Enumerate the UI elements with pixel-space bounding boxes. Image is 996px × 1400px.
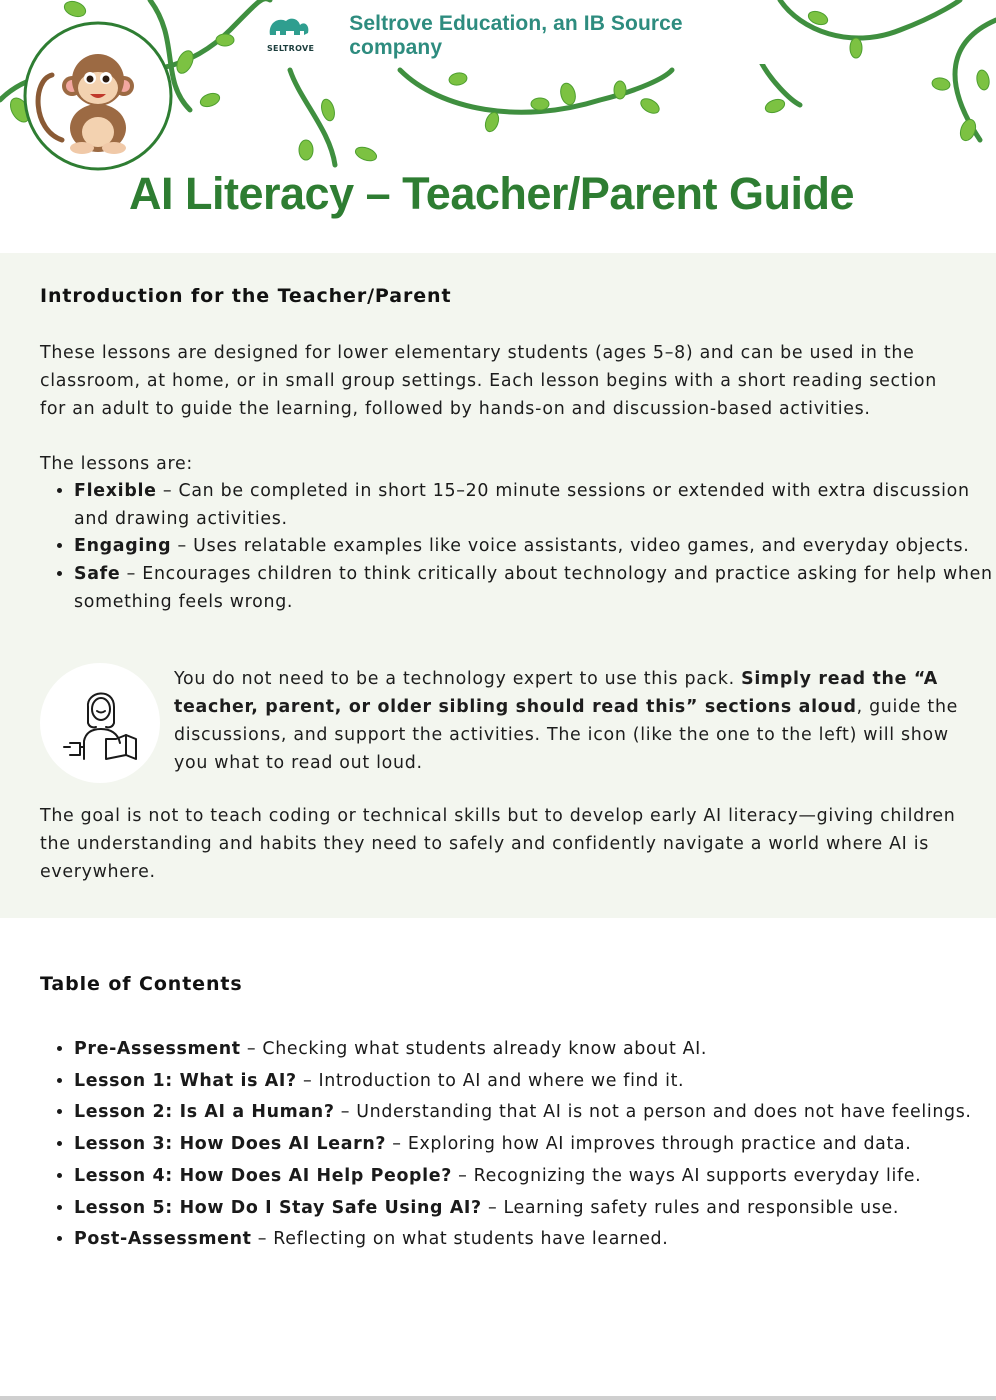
list-item <box>74 561 994 616</box>
toc-item[interactable] <box>74 1034 996 1066</box>
toc-item-title: Lesson 2: Is AI a Human? <box>74 1102 335 1123</box>
list-item-term: Engaging <box>74 536 172 557</box>
toc-item-title: Lesson 1: What is AI? <box>74 1070 297 1091</box>
reading-teacher-icon-badge <box>40 663 160 783</box>
list-item <box>74 533 994 561</box>
toc-item-description: – Introduction to AI and where we find it. <box>296 1070 685 1091</box>
toc-item[interactable] <box>74 1224 996 1256</box>
page-header <box>0 0 996 252</box>
reader-text-end: , guide the discussions, and support the activities. The icon (like the one to the left) will show you what to read out loud. <box>174 697 959 773</box>
reader-text-bold: Simply read the “A teacher, parent, or older sibling should read this” sections aloud <box>174 669 938 717</box>
list-item-text: – Uses relatable examples like voice assistants, video games, and everyday objects. <box>171 536 970 557</box>
lesson-qualities-list <box>40 478 994 617</box>
elephant-icon <box>264 13 314 43</box>
toc-item-title: Lesson 4: How Does AI Help People? <box>74 1165 452 1186</box>
toc-item-description: – Recognizing the ways AI supports everyday life. <box>451 1165 922 1186</box>
intro-paragraph: These lessons are designed for lower elementary students (ages 5–8) and can be used in the classroom, at home, or in small group settings. Each lesson begins with a short reading section for an adult to guide the learning, followed by hands-on and discussion-based activities. <box>40 343 937 419</box>
toc-item-description: – Exploring how AI improves through practice and data. <box>386 1134 912 1155</box>
list-item <box>74 478 994 533</box>
reader-instructions <box>174 665 964 777</box>
list-item-term: Safe <box>74 564 121 585</box>
toc-item-title: Post-Assessment <box>74 1229 252 1250</box>
brand-name: Seltrove Education, an IB Source company <box>349 12 683 59</box>
monkey-mascot-icon <box>22 20 174 172</box>
toc-item-description: – Checking what students already know about AI. <box>240 1039 708 1059</box>
toc-item-description: – Learning safety rules and responsible use. <box>481 1197 900 1218</box>
page-bottom-divider <box>0 1396 996 1400</box>
lessons-are-label: The lessons are: <box>40 454 193 474</box>
list-item-text: – Can be completed in short 15–20 minute sessions or extended with extra discussion and drawing activities. <box>74 481 970 529</box>
brand-banner <box>262 8 776 64</box>
logo-wordmark: SELTROVE <box>267 44 315 53</box>
goal-paragraph: The goal is not to teach coding or technical skills but to develop early AI literacy—giving children the understanding and habits they need to safely and confidently navigate a world where AI is everywhere. <box>40 806 956 882</box>
toc-item-description: – Reflecting on what students have learned. <box>251 1229 669 1250</box>
intro-heading: Introduction for the Teacher/Parent <box>40 285 452 307</box>
seltrove-logo <box>264 13 321 59</box>
reader-text-start: You do not need to be a technology expert to use this pack. <box>174 669 742 689</box>
page-title: AI Literacy – Teacher/Parent Guide <box>129 168 854 219</box>
toc-item[interactable] <box>74 1129 996 1161</box>
toc-item[interactable] <box>74 1161 996 1193</box>
reading-teacher-icon <box>40 663 160 783</box>
list-item-term: Flexible <box>74 481 157 501</box>
list-item-text: – Encourages children to think critically about technology and practice asking for help when something feels wrong. <box>74 564 993 612</box>
toc-item-title: Lesson 5: How Do I Stay Safe Using AI? <box>74 1197 482 1218</box>
toc-heading: Table of Contents <box>40 973 243 995</box>
toc-item-title: Lesson 3: How Does AI Learn? <box>74 1134 387 1155</box>
toc-item[interactable] <box>74 1066 996 1098</box>
toc-item-description: – Understanding that AI is not a person and does not have feelings. <box>334 1102 972 1123</box>
toc-item-title: Pre-Assessment <box>74 1039 241 1059</box>
toc-item[interactable] <box>74 1193 996 1225</box>
toc-item[interactable] <box>74 1097 996 1129</box>
table-of-contents <box>40 1034 996 1256</box>
